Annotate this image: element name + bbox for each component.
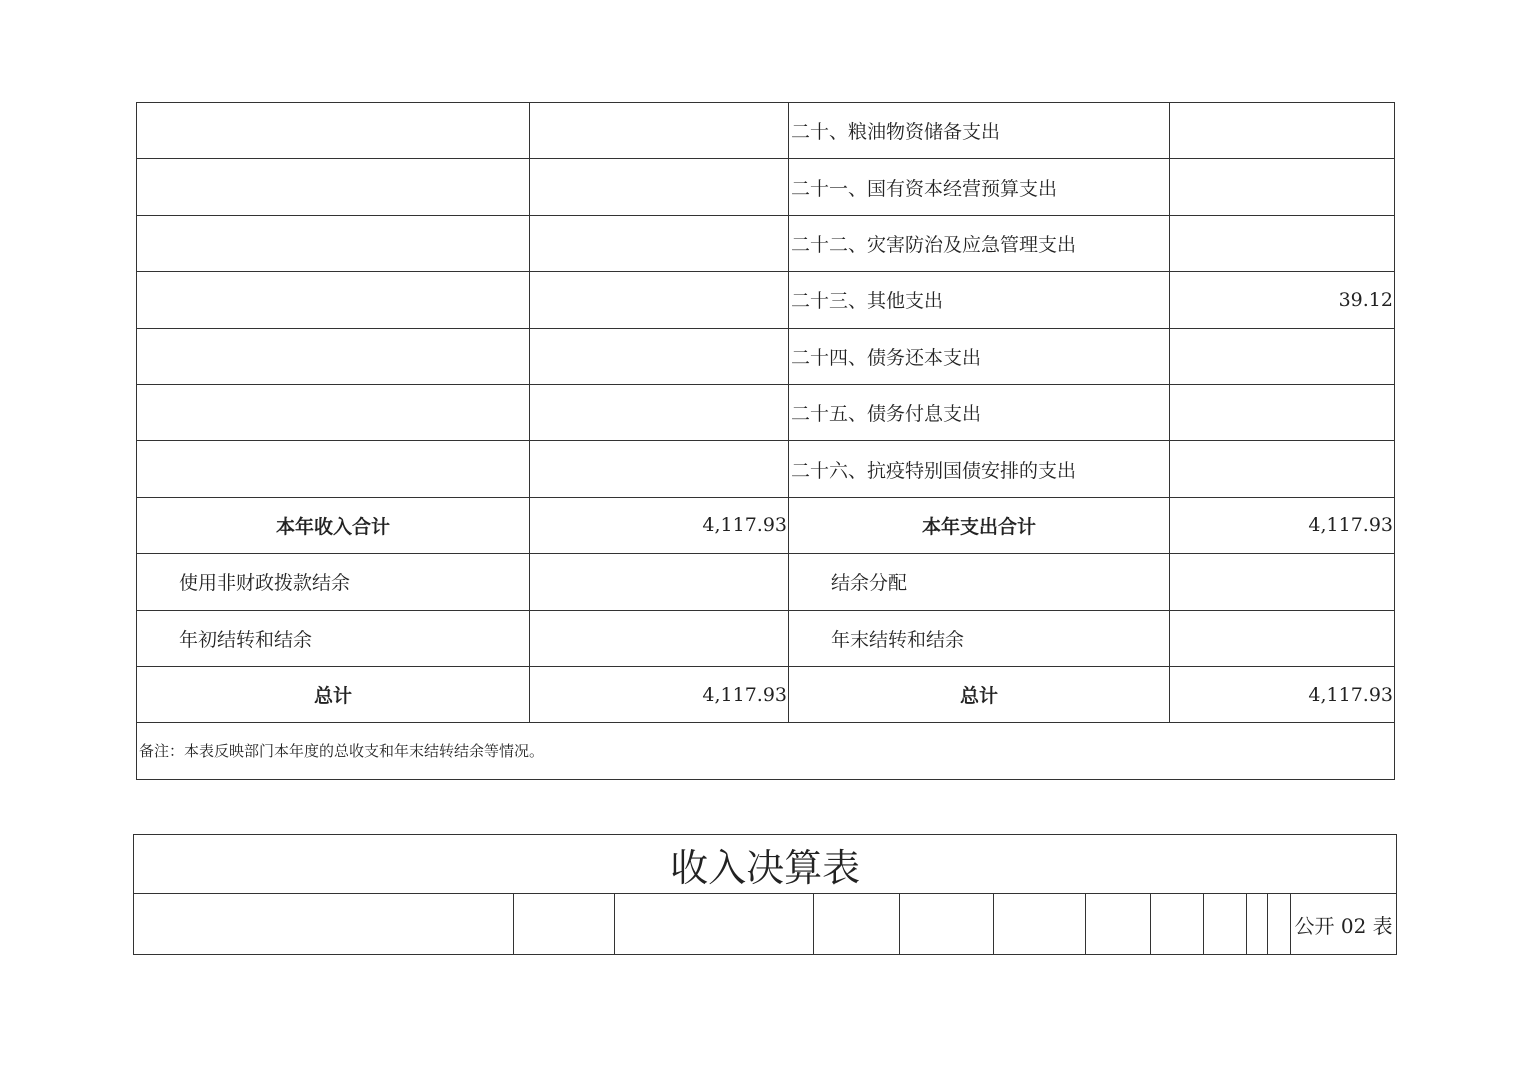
expenditure-item-label: 二十四、债务还本支出 bbox=[789, 328, 1170, 384]
grand-total-value-right: 4,117.93 bbox=[1170, 666, 1395, 722]
grand-total-label-right: 总计 bbox=[789, 666, 1170, 722]
expenditure-item-amount bbox=[1170, 384, 1395, 440]
empty-cell bbox=[1268, 894, 1291, 955]
table-row bbox=[137, 610, 1395, 666]
expenditure-item-label: 二十二、灾害防治及应急管理支出 bbox=[789, 215, 1170, 271]
table-row bbox=[137, 159, 1395, 215]
income-final-accounts-table bbox=[133, 834, 1397, 955]
table-code-tag: 公开 02 表 bbox=[1291, 894, 1397, 955]
empty-cell bbox=[530, 328, 789, 384]
table-row-annual-totals bbox=[137, 497, 1395, 553]
table-row bbox=[137, 103, 1395, 159]
expense-total-label: 本年支出合计 bbox=[789, 497, 1170, 553]
grand-total-label-left: 总计 bbox=[137, 666, 530, 722]
empty-cell bbox=[134, 894, 514, 955]
empty-cell bbox=[1170, 610, 1395, 666]
empty-cell bbox=[137, 328, 530, 384]
empty-cell bbox=[530, 272, 789, 328]
table-row bbox=[137, 215, 1395, 271]
expenditure-item-label: 二十五、债务付息支出 bbox=[789, 384, 1170, 440]
empty-cell bbox=[137, 215, 530, 271]
expenditure-item-label: 二十三、其他支出 bbox=[789, 272, 1170, 328]
table-row bbox=[137, 384, 1395, 440]
empty-cell bbox=[514, 894, 615, 955]
table-row-grand-totals bbox=[137, 666, 1395, 722]
table-row bbox=[137, 554, 1395, 610]
empty-cell bbox=[994, 894, 1086, 955]
empty-cell bbox=[1170, 554, 1395, 610]
table-row bbox=[137, 272, 1395, 328]
empty-cell bbox=[615, 894, 814, 955]
empty-cell bbox=[530, 441, 789, 497]
empty-cell bbox=[1086, 894, 1151, 955]
empty-cell bbox=[1204, 894, 1247, 955]
expenditure-item-amount bbox=[1170, 159, 1395, 215]
income-total-value: 4,117.93 bbox=[530, 497, 789, 553]
surplus-distribution-label: 结余分配 bbox=[789, 554, 1170, 610]
title-row bbox=[134, 835, 1397, 894]
empty-cell bbox=[1151, 894, 1204, 955]
table-row bbox=[137, 441, 1395, 497]
income-total-label: 本年收入合计 bbox=[137, 497, 530, 553]
empty-cell bbox=[814, 894, 900, 955]
empty-cell bbox=[137, 103, 530, 159]
empty-cell bbox=[1247, 894, 1268, 955]
empty-cell bbox=[530, 554, 789, 610]
table-row-note bbox=[137, 723, 1395, 779]
expenditure-item-amount bbox=[1170, 103, 1395, 159]
ending-carryover-label: 年末结转和结余 bbox=[789, 610, 1170, 666]
table-row bbox=[137, 328, 1395, 384]
empty-cell bbox=[530, 384, 789, 440]
expenditure-item-label: 二十六、抗疫特别国债安排的支出 bbox=[789, 441, 1170, 497]
empty-cell bbox=[900, 894, 994, 955]
empty-cell bbox=[530, 610, 789, 666]
grand-total-value-left: 4,117.93 bbox=[530, 666, 789, 722]
empty-cell bbox=[530, 103, 789, 159]
expenditure-item-label: 二十、粮油物资储备支出 bbox=[789, 103, 1170, 159]
nonfiscal-surplus-label: 使用非财政拨款结余 bbox=[137, 554, 530, 610]
expense-total-value: 4,117.93 bbox=[1170, 497, 1395, 553]
empty-cell bbox=[137, 272, 530, 328]
income-table-title: 收入决算表 bbox=[134, 835, 1397, 894]
empty-cell bbox=[137, 384, 530, 440]
table-row bbox=[134, 894, 1397, 955]
expenditure-item-amount bbox=[1170, 441, 1395, 497]
expenditure-item-label: 二十一、国有资本经营预算支出 bbox=[789, 159, 1170, 215]
beginning-carryover-label: 年初结转和结余 bbox=[137, 610, 530, 666]
expenditure-item-amount bbox=[1170, 215, 1395, 271]
expenditure-item-amount bbox=[1170, 328, 1395, 384]
empty-cell bbox=[530, 215, 789, 271]
table-note: 备注：本表反映部门本年度的总收支和年末结转结余等情况。 bbox=[137, 723, 1395, 779]
expenditure-item-amount: 39.12 bbox=[1170, 272, 1395, 328]
income-expenditure-summary-table bbox=[136, 102, 1395, 780]
empty-cell bbox=[137, 441, 530, 497]
empty-cell bbox=[137, 159, 530, 215]
empty-cell bbox=[530, 159, 789, 215]
